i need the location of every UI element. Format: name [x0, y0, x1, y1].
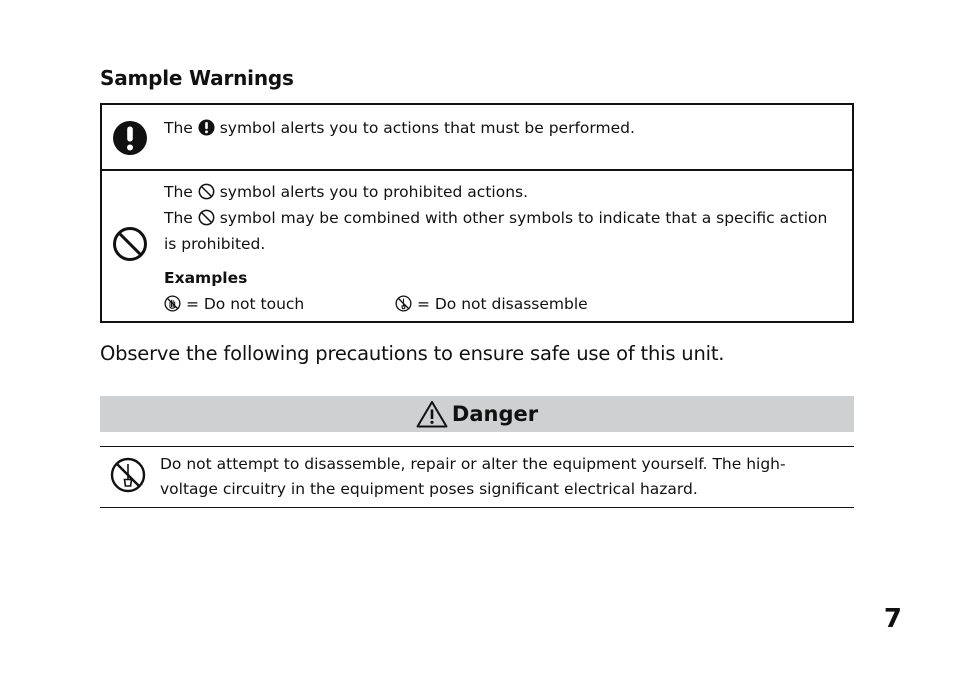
mandatory-text-before: The	[164, 119, 193, 137]
example-do-not-disassemble	[395, 291, 588, 317]
mandatory-text-after: symbol alerts you to actions that must be performed.	[219, 119, 635, 137]
prohibited-description	[164, 179, 844, 317]
mandatory-action-row	[102, 105, 852, 171]
precautions-intro: Observe the following precautions to ensure safe use of this unit.	[100, 342, 725, 365]
exclamation-circle-icon	[112, 120, 148, 156]
do-not-disassemble-icon	[395, 295, 412, 312]
prohibited-line1-before: The	[164, 183, 193, 201]
examples-list	[164, 291, 844, 317]
do-not-disassemble-icon	[110, 457, 146, 493]
section-title: Sample Warnings	[100, 66, 294, 90]
prohibited-action-row	[102, 171, 852, 321]
example-do-not-touch	[164, 291, 304, 317]
do-not-touch-label: = Do not touch	[185, 295, 305, 313]
sample-warnings-table	[100, 103, 854, 323]
page-number: 7	[883, 604, 902, 634]
danger-label: Danger	[451, 402, 539, 426]
mandatory-description	[164, 115, 844, 141]
danger-heading	[416, 396, 538, 432]
prohibited-line-2	[164, 205, 844, 257]
prohibited-line-1	[164, 179, 844, 205]
do-not-touch-icon	[164, 295, 181, 312]
warning-triangle-icon	[416, 400, 448, 428]
prohibited-line2-after: symbol may be combined with other symbols to indicate that a specific action is prohibited.	[164, 209, 828, 253]
prohibited-icon	[198, 209, 215, 226]
danger-item-disassemble	[100, 446, 854, 508]
exclamation-circle-icon	[198, 119, 215, 136]
prohibited-line2-before: The	[164, 209, 193, 227]
prohibited-icon	[198, 183, 215, 200]
prohibited-icon	[112, 226, 148, 262]
do-not-disassemble-label: = Do not disassemble	[416, 295, 588, 313]
prohibited-line1-after: symbol alerts you to prohibited actions.	[219, 183, 529, 201]
examples-heading: Examples	[164, 269, 248, 287]
danger-item-text: Do not attempt to disassemble, repair or alter the equipment yourself. The high-voltage circuitry in the equipment poses significant electrical hazard.	[160, 455, 786, 498]
danger-heading-bar	[100, 396, 854, 432]
